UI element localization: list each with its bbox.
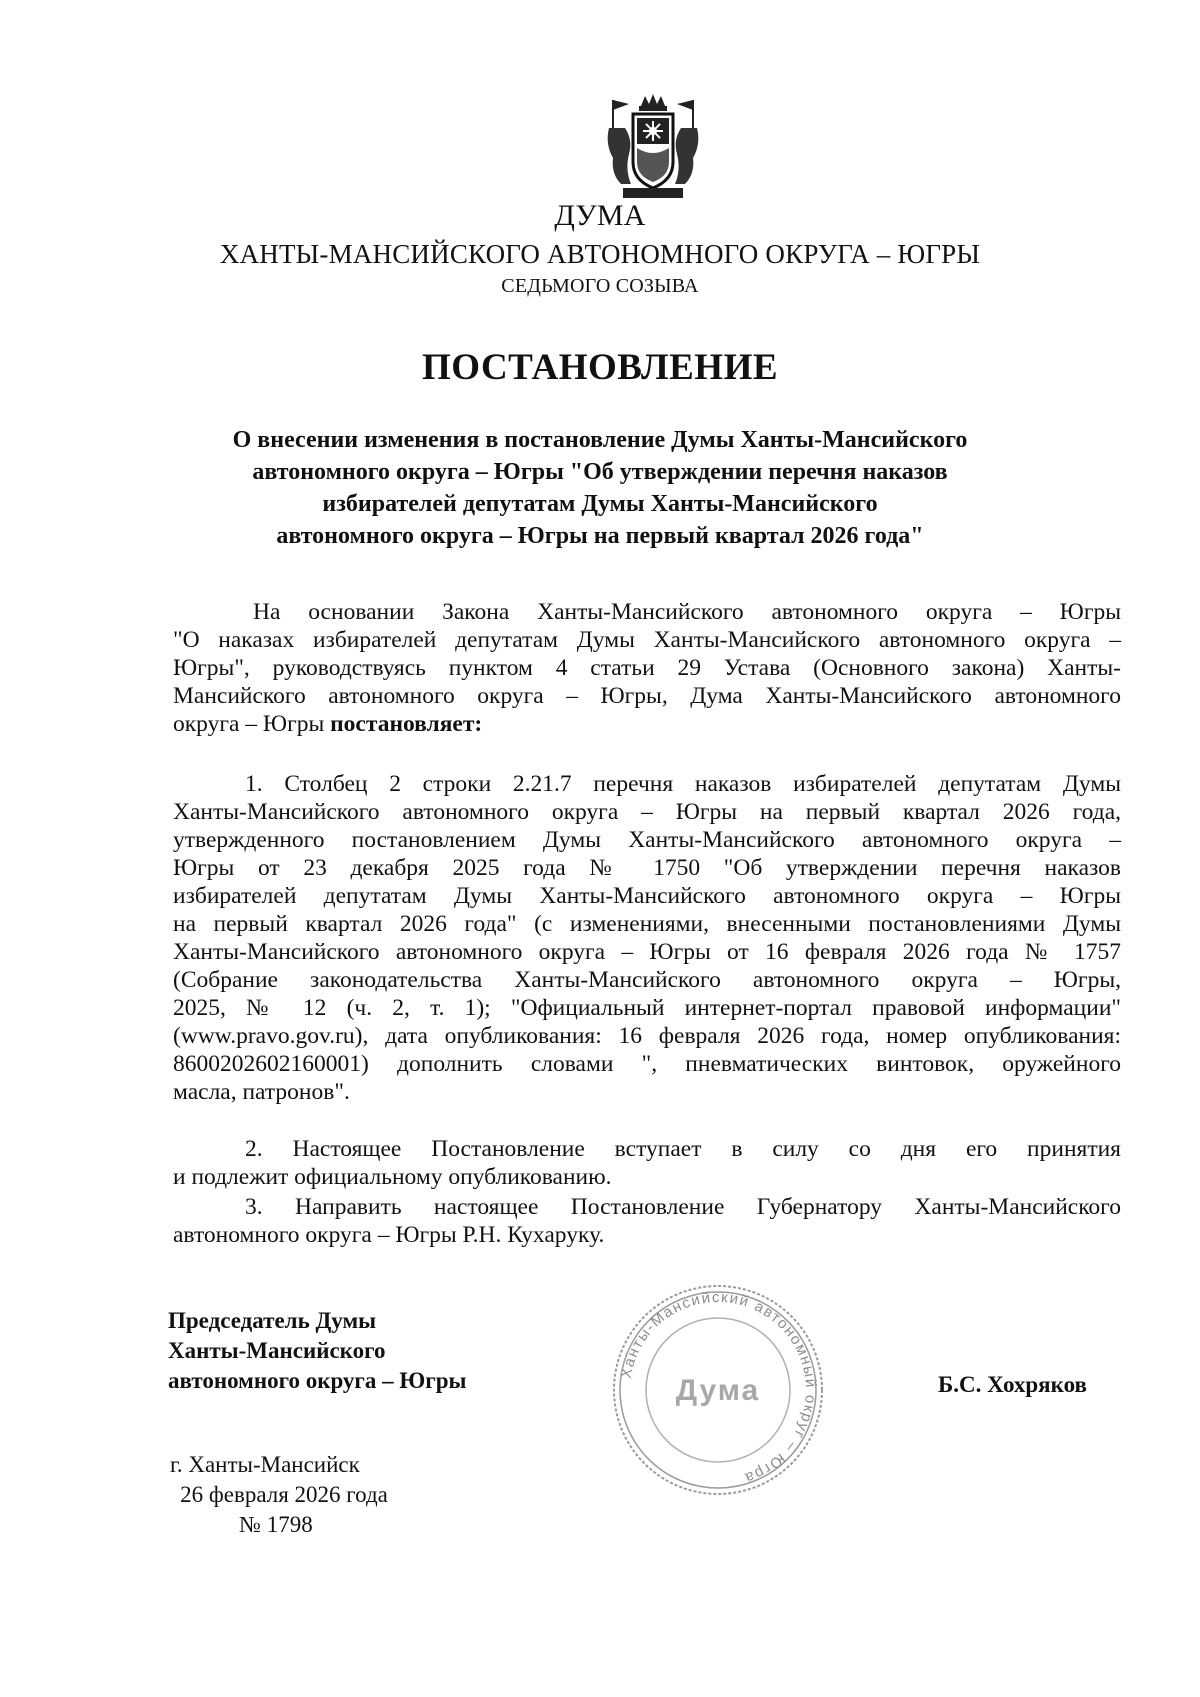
text-line: избирателей депутатам Думы Ханты-Мансийского автономного округа – Югры <box>173 883 1121 909</box>
coat-of-arms-icon <box>603 92 703 204</box>
org-convocation: СЕДЬМОГО СОЗЫВА <box>501 275 699 297</box>
text-line: (Собрание законодательства Ханты-Мансийского автономного округа – Югры, <box>173 967 1121 993</box>
preamble-paragraph <box>173 598 1121 738</box>
svg-text:Дума: Дума <box>675 1374 761 1407</box>
title-line: автономного округа – Югры "Об утверждении перечня наказов <box>252 459 948 485</box>
item-3-paragraph <box>173 1193 1121 1249</box>
signatory-name: Б.С. Хохряков <box>938 1372 1087 1397</box>
position-line: Ханты-Мансийского <box>168 1338 386 1363</box>
item-1-paragraph <box>173 770 1121 1106</box>
text-line: 2025, № 12 (ч. 2, т. 1); "Официальный интернет-портал правовой информации" <box>173 995 1121 1021</box>
city: г. Ханты-Мансийск <box>170 1452 360 1477</box>
org-name-line2: ХАНТЫ-МАНСИЙСКОГО АВТОНОМНОГО ОКРУГА – ЮГРЫ <box>219 239 981 269</box>
position-line: Председатель Думы <box>168 1308 377 1333</box>
title-line: О внесении изменения в постановление Думы Ханты-Мансийского <box>232 427 968 453</box>
document-title <box>200 424 1000 552</box>
title-line: избирателей депутатам Думы Ханты-Мансийского <box>322 491 878 517</box>
text-line: На основании Закона Ханты-Мансийского автономного округа – Югры <box>253 599 1121 625</box>
text-line: "О наказах избирателей депутатам Думы Ханты-Мансийского автономного округа – <box>173 627 1121 653</box>
place-and-date <box>164 1450 404 1540</box>
text-line: (www.pravo.gov.ru), дата опубликования: 16 февраля 2026 года, номер опубликования: <box>173 1023 1121 1049</box>
text-line: 3. Направить настоящее Постановление Губернатору Ханты-Мансийского <box>245 1194 1121 1220</box>
signatory-position <box>168 1306 466 1396</box>
document-type: ПОСТАНОВЛЕНИЕ <box>421 347 779 388</box>
text-line: масла, патронов". <box>173 1079 350 1105</box>
text-line: автономного округа – Югры Р.Н. Кухаруку. <box>173 1222 605 1248</box>
org-name-line1: ДУМА <box>554 199 646 232</box>
document-number: № 1798 <box>239 1512 313 1537</box>
text-line: утвержденного постановлением Думы Ханты-Мансийского автономного округа – <box>173 827 1121 853</box>
text-line: 2. Настоящее Постановление вступает в силу со дня его принятия <box>245 1136 1121 1162</box>
text-line: Ханты-Мансийского автономного округа – Югры от 16 февраля 2026 года № 1757 <box>173 939 1121 965</box>
item-2-paragraph <box>173 1135 1121 1191</box>
text-fragment: округа – Югры <box>173 711 331 737</box>
date: 26 февраля 2026 года <box>180 1482 388 1507</box>
svg-text:Ханты-Мансийский автономный ок: Ханты-Мансийский автономный округ – Югра <box>617 1288 820 1487</box>
text-line: 8600202602160001) дополнить словами ", пневматических винтовок, оружейного <box>173 1051 1121 1077</box>
text-line: Югры от 23 декабря 2025 года № 1750 "Об утверждении перечня наказов <box>173 855 1121 881</box>
text-line: на первый квартал 2026 года" (с изменениями, внесенными постановлениями Думы <box>173 911 1121 937</box>
resolves-word: постановляет: <box>330 711 483 737</box>
position-line: автономного округа – Югры <box>168 1368 467 1393</box>
title-line: автономного округа – Югры на первый квартал 2026 года" <box>276 523 924 549</box>
text-line: 1. Столбец 2 строки 2.21.7 перечня наказов избирателей депутатам Думы <box>245 771 1121 797</box>
text-line <box>173 710 1121 738</box>
text-line: Ханты-Мансийского автономного округа – Югры на первый квартал 2026 года, <box>173 799 1121 825</box>
official-seal-stamp <box>608 1280 828 1500</box>
text-line: Мансийского автономного округа – Югры, Дума Ханты-Мансийского автономного <box>173 683 1121 709</box>
text-line: Югры", руководствуясь пунктом 4 статьи 29 Устава (Основного закона) Ханты- <box>173 655 1121 681</box>
text-line: и подлежит официальному опубликованию. <box>173 1164 612 1190</box>
